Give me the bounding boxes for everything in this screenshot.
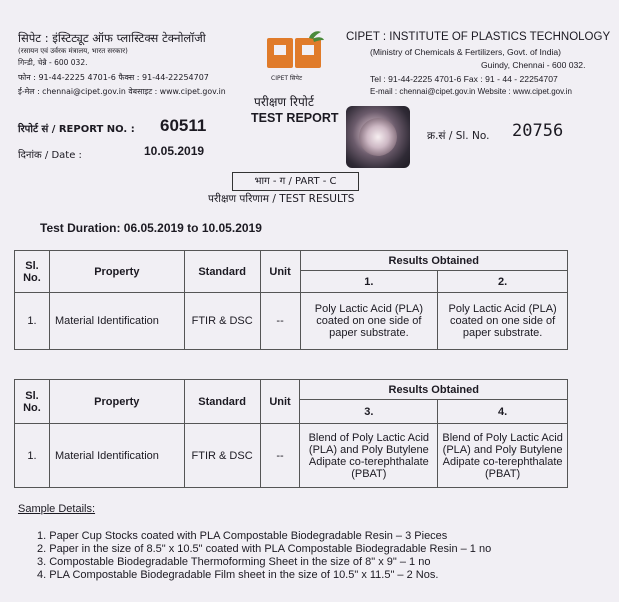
header-sl-no: Sl. No. [15, 380, 50, 424]
sl-no-label: क्र.सं / Sl. No. [427, 130, 490, 142]
cell-result-2: Poly Lactic Acid (PLA) coated on one side of paper substrate. [438, 293, 568, 350]
list-item: 4. PLA Compostable Biodegradable Film sheet in the size of 10.5" x 11.5" – 2 Nos. [37, 569, 439, 581]
sample-details-heading: Sample Details: [18, 503, 96, 515]
report-title-hindi: परीक्षण रिपोर्ट [254, 95, 314, 109]
list-item: 2. Paper in the size of 8.5" x 10.5" coated with PLA Compostable Biodegradable Resin – 1 no [37, 543, 492, 555]
header-title: CIPET : INSTITUTE OF PLASTICS TECHNOLOGY [346, 31, 611, 43]
header-property: Property [49, 251, 184, 293]
header-property: Property [49, 380, 184, 424]
results-table-2 [14, 379, 568, 488]
cell-property: Material Identification [49, 293, 184, 350]
header-hindi-phone: फोन : 91-44-2225 4701-6 फैक्स : 91-44-22254707 [18, 73, 209, 82]
sl-no: 20756 [512, 121, 564, 141]
header-results: Results Obtained [300, 251, 567, 271]
cell-standard: FTIR & DSC [184, 293, 260, 350]
header-phone: Tel : 91-44-2225 4701-6 Fax : 91 - 44 - 22254707 [370, 74, 558, 84]
cell-standard: FTIR & DSC [184, 424, 260, 488]
report-no: 60511 [160, 116, 207, 135]
header-email: E-mail : chennai@cipet.gov.in Website : www.cipet.gov.in [370, 87, 572, 96]
list-item: 1. Paper Cup Stocks coated with PLA Compostable Biodegradable Resin – 3 Pieces [37, 530, 448, 542]
section-title: परीक्षण परिणाम / TEST RESULTS [208, 193, 355, 205]
cipet-logo [265, 30, 325, 82]
header-hindi-email: ई-मेल : chennai@cipet.gov.in वेबसाइट : www.cipet.gov.in [18, 87, 226, 96]
report-no-label: रिपोर्ट सं / REPORT NO. : [18, 124, 135, 135]
table-row [15, 424, 568, 488]
date-label: दिनांक / Date : [18, 150, 82, 161]
cell-result-4: Blend of Poly Lactic Acid (PLA) and Poly Butylene Adipate co-terephthalate (PBAT) [438, 424, 568, 488]
header-city: Guindy, Chennai - 600 032. [481, 60, 586, 70]
header-hindi-title: सिपेट : इंस्टिट्यूट ऑफ प्लास्टिक्स टेक्नोलॉजी [18, 31, 206, 45]
header-unit: Unit [260, 380, 300, 424]
header-hindi-ministry: (रसायन एवं उर्वरक मंत्रालय, भारत सरकार) [18, 47, 128, 55]
header-standard: Standard [184, 380, 260, 424]
header-ministry: (Ministry of Chemicals & Fertilizers, Govt. of India) [370, 47, 562, 57]
cell-sl: 1. [15, 293, 50, 350]
test-duration: Test Duration: 06.05.2019 to 10.05.2019 [40, 221, 262, 235]
part-label: भाग - ग / PART - C [232, 172, 359, 191]
header-sl-no: Sl. No. [15, 251, 50, 293]
report-date: 10.05.2019 [144, 144, 205, 158]
cell-unit: -- [260, 424, 300, 488]
header-results: Results Obtained [300, 380, 568, 400]
header-result-col-1: 1. [300, 271, 438, 293]
cell-sl: 1. [15, 424, 50, 488]
header-unit: Unit [260, 251, 300, 293]
header-result-col-3: 3. [300, 400, 438, 424]
cell-result-1: Poly Lactic Acid (PLA) coated on one side of paper substrate. [300, 293, 438, 350]
cell-property: Material Identification [49, 424, 184, 488]
report-title: TEST REPORT [251, 111, 339, 125]
hologram-seal [346, 106, 410, 168]
list-item: 3. Compostable Biodegradable Thermoforming Sheet in the size of 8" x 9" – 1 no [37, 556, 431, 568]
table-row [15, 293, 568, 350]
header-result-col-4: 4. [438, 400, 568, 424]
logo-caption: CIPET सिपेट [271, 75, 302, 82]
header-hindi-city: गिन्डी, चेन्नै - 600 032. [18, 58, 88, 67]
results-table-1 [14, 250, 568, 350]
cell-unit: -- [260, 293, 300, 350]
cell-result-3: Blend of Poly Lactic Acid (PLA) and Poly Butylene Adipate co-terephthalate (PBAT) [300, 424, 438, 488]
header-result-col-2: 2. [438, 271, 568, 293]
header-standard: Standard [184, 251, 260, 293]
